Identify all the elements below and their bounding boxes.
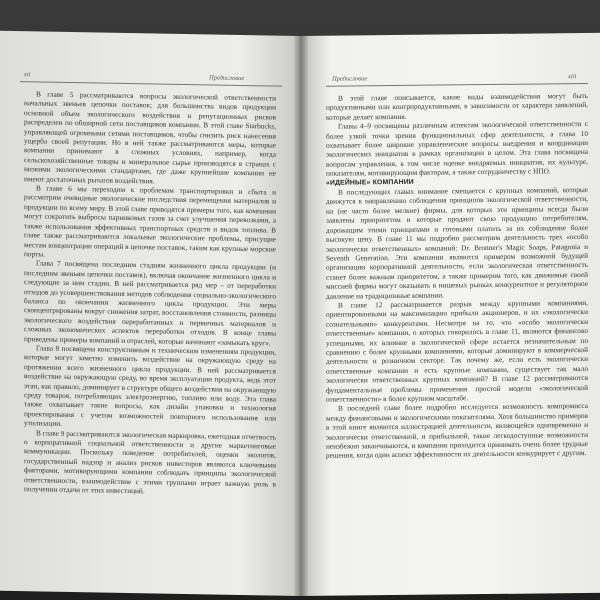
paragraph: Глава 8 посвящена конструктивным и техническим изменениям продукции, которые могут заметно изменить воздействие на окружающую среду на протяжении всего жизненного цикла продукции. В ней рассматривается воздействие на окружающую среду, во время эксплуатации продукта, ведь этот этап, как правило, доминирует в структуре общего воздействия на окружающую среду товаров, потребляющих электроэнергию, топливо или воду. Эта глава также охватывает такие вопросы, как дизайн упаковки и технология проектирования с учетом возможностей повторного использования или утилизации. [24, 343, 276, 429]
paragraph: В последней главе более подробно исследуется возможность компромисса между финансовыми и экологическими показателями. Хотя большинство примеров в этой книге являются иллюстрацией деятельности, являющейся одновременно и экологически ответственной, и прибыльной, такие легкодоступные возможности неизбежно заканчиваются, и компании приходится принимать очень более трудные решения, когда один аспект эффективности их деятельности конкурирует с другим. [326, 401, 588, 461]
right-page-number: xiii [568, 73, 577, 81]
right-header-rule [326, 83, 588, 87]
right-running-head: Предисловие [332, 75, 368, 83]
paragraph: В главе 9 рассматриваются экологическая маркировка, ежегодная отчетность о корпоративной социальной ответственности и другие маркетинговые коммуникации. Поскольку поведение потребителей, оценки экологов, государственный надзор и анализ рисков инвесторов являются ключевыми факторами, мотивирующими компании соблюдать принципы экологической ответственности, взаимодействие с этими группами играет важную роль в получении отдачи от этих инвестиций. [24, 428, 276, 496]
paragraph: Главы 4–9 посвящены различным аспектам экологической ответственности с более узкой точки зрения функциональных сфер деятельности, а глава 10 охватывает более широкие управленческие вопросы внедрения и координации экологических инициатив в рамках организации в целом. Эта глава посвящена вопросам управления, в том числе оценке внедряемых инициатив, их культуре, показателям, мотивирующим факторам, а также сотрудничеству с НПО. [326, 119, 588, 178]
section-heading: «ИДЕЙНЫЕ» КОМПАНИИ [326, 178, 414, 187]
open-book-spread [0, 36, 600, 596]
left-running-head: Предисловие [209, 74, 245, 83]
paragraph: В этой главе описывается, какие виды взаимодействия могут быть продуктивными или контрпродуктивными, в зависимости от характера заявлений, которые делает компания. [326, 90, 588, 122]
left-body-text [24, 89, 276, 498]
right-body-text [326, 91, 588, 461]
paragraph: Глава 7 посвящена последним стадиям жизненного цикла продукции (и последним звеньям цепочки поставок), включая окончание жизненного цикла и следующие за ним стадии. В ней рассматривается ряд мер – от переработки отходов до усовершенствования методов соблюдения социально-экологического баланса по окончании жизненного цикла продукции. Эти меры сконцентрированы вокруг снижения затрат, восстановления стоимости, разницы экологического воздействия переработанных и первичных материалов и сложных экономических аспектов переработки отходов. В конце главы приведены примеры компаний и отраслей, которые начинают «замыкать круг». [24, 258, 276, 348]
right-page [300, 33, 600, 596]
left-page [0, 31, 300, 596]
paragraph: В главе 5 рассматриваются вопросы экологической ответственности начальных звеньев цепочки поставок; для большинства видов продукции основной объем экологического воздействия и репутационных рисков распределен по обширной сети поставщиков компании. В этой главе Starbucks, управляющей огромными сетями поставщиков, чтобы снизить риск нанесения ущерба своей репутации. Но в ней также рассматриваются меры, которые компании принимают в сложных условиях, например, когда сельскохозяйственные товары и минеральное сырье производятся в странах с низкими экологическими стандартами, где даже крупнейшие компании не имеют достаточных рычагов воздействия. [24, 89, 276, 186]
paragraph: В главе 12 рассматривается разрыв между крупными компаниями, ориентированными на максимизацию прибыли акционеров, и их «экологически сознательными» конкурентами. Несмотря на то, что «особо экологически ответственные» компании, о которых говорилось в главе 11, являются финансово успешными, их влияние в экологической сфере остается незначительным по сравнению с более крупными компаниями, которые доминируют в коммерческой деятельности и розничном секторе. Так почему же, если есть экологически ответственные компании и есть крупные компании, существует так мало экологически ответственных крупных компаний? В главе 12 рассматриваются фундаментальные проблемы применения простой модели «экологической ответственности» в более крупном масштабе. [326, 297, 588, 404]
paragraph: В последующих главах внимание смещается с крупных компаний, которые движутся к направлению соблюдения принципов экологической ответственности, на (не часто более мелкие) фирмы, для которых эти принципы всегда были заявлены приоритетом и которые продают свою продукцию потребителям, дорожащим этими принципами и готовыми платить за их соблюдение более высокую цену. В главе 11 мы подробно рассмотрим деятельность трех «особо экологически ответственных» компаний: Dr. Bronner's Magic Soaps, Patagonia и Seventh Generation. Эти компании являются примером возможной будущей организации корпоративной деятельности, если экологическая ответственность станет более важным приоритетом, а также примером того, как движимые своей миссией фирмы могут оказывать в нишевых рынках конкурентное и регуляторное давление на традиционные компании. [326, 185, 588, 301]
left-page-number: xii [24, 71, 31, 79]
paragraph: В главе 6 мы переходим к проблемам транспортировки и сбыта и рассмотрим очевидные экологические последствия перемещения материалов и продукции по всему миру. В этой главе приводятся примеры того, как компании могут сократить выбросы парниковых газов за счет улучшения перевозками, а также использования эффективных транспортных средств и видов топлива. В главе также рассматриваются локальные экологические проблемы, присущие местам концентрации операций в цепочке поставок, таким как крупные морские порты. [24, 183, 276, 259]
book-gutter [294, 36, 308, 596]
